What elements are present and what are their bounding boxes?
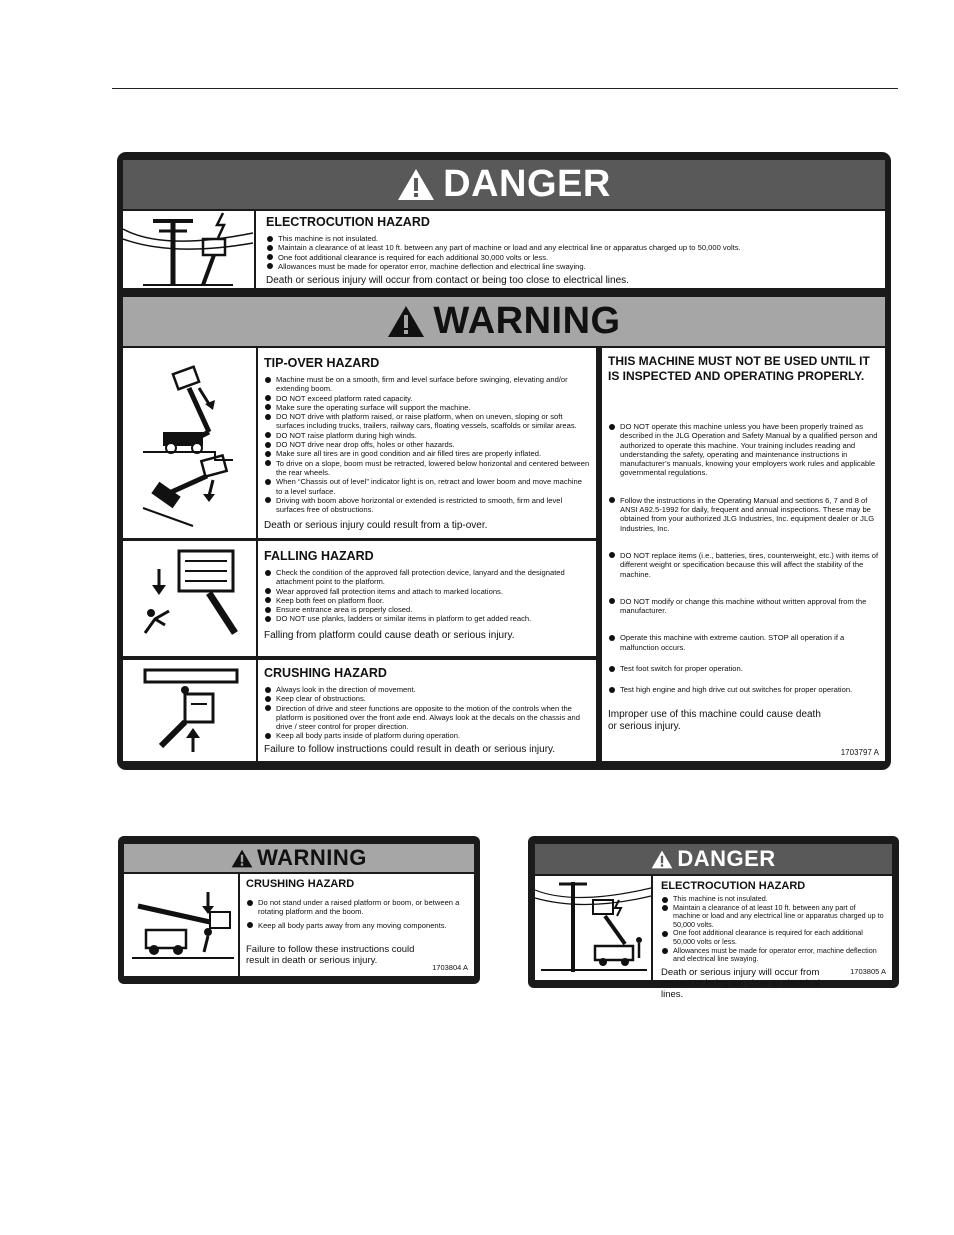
- operating-instructions-panel: [602, 348, 885, 761]
- decal-part-number: 1703797 A: [840, 748, 879, 757]
- electrocution-text-panel: [256, 211, 885, 288]
- small-warning-part-number: 1703804 A: [432, 963, 468, 972]
- falling-text-panel: [258, 541, 596, 656]
- small-danger-title: ELECTROCUTION HAZARD: [661, 880, 806, 892]
- list-item: Check the condition of the approved fall protection device, lanyard and the designated attachment point to the platform.: [264, 568, 590, 587]
- warning-header: [123, 297, 885, 346]
- page-header-rule: [112, 88, 898, 89]
- list-item: This machine is not insulated.: [266, 234, 875, 243]
- list-item: One foot additional clearance is required for each additional 30,000 volts or less.: [266, 253, 875, 262]
- electrocution-pictogram: [123, 211, 254, 288]
- list-item: DO NOT use planks, ladders or similar items in platform to get added reach.: [264, 614, 590, 623]
- crushing-text-panel: [258, 660, 596, 761]
- operating-consequence: Improper use of this machine could cause death or serious injury.: [608, 708, 821, 732]
- list-item: Do not stand under a raised platform or boom, or between a rotating platform and the boom.: [246, 898, 468, 917]
- list-item: Ensure entrance area is properly closed.: [264, 605, 590, 614]
- tipover-bullets: [264, 375, 590, 514]
- small-warning-signal-word: WARNING: [257, 845, 367, 870]
- tipover-title: TIP-OVER HAZARD: [264, 356, 380, 370]
- list-item: DO NOT drive with platform raised, or raise platform, when on uneven, sloping or soft surfaces including trucks, trailers, railway cars, floating vessels, scaffolds or similar areas.: [264, 412, 590, 431]
- electrocution-bullets: [266, 234, 875, 271]
- danger-triangle-icon: [651, 850, 673, 869]
- list-item: When “Chassis out of level” indicator light is on, retract and lower boom and move machine to a level surface.: [264, 477, 590, 496]
- small-warning-bullets: [246, 898, 468, 930]
- list-item: Keep clear of obstructions.: [264, 694, 590, 703]
- list-item: Operate this machine with extreme caution. STOP all operation if a malfunction occurs.: [608, 633, 879, 652]
- falling-pictogram: [123, 541, 256, 656]
- list-item: Follow the instructions in the Operating Manual and sections 6, 7 and 8 of ANSI A92.5-1992 for daily, frequent and annual inspections. These may be obtained from your authorized JLG Industries, Inc. equipment dealer or JLG Industries, Inc.: [608, 496, 879, 533]
- list-item: DO NOT modify or change this machine without written approval from the manufacturer.: [608, 597, 879, 616]
- danger-header: [123, 160, 885, 209]
- danger-triangle-icon: [397, 168, 435, 201]
- small-warning-decal: [118, 836, 480, 984]
- list-item: Driving with boom above horizontal or extended is restricted to smooth, firm and level surfaces free of obstructions.: [264, 496, 590, 515]
- falling-title: FALLING HAZARD: [264, 549, 374, 563]
- operating-heading: THIS MACHINE MUST NOT BE USED UNTIL IT IS INSPECTED AND OPERATING PROPERLY.: [608, 354, 870, 383]
- tipover-text-panel: [258, 348, 596, 538]
- list-item: Machine must be on a smooth, firm and level surface before swinging, elevating and/or extending boom.: [264, 375, 590, 394]
- falling-bullets: [264, 568, 590, 624]
- list-item: Allowances must be made for operator error, machine deflection and electrical line swaying.: [661, 947, 884, 964]
- small-warning-consequence: Failure to follow these instructions could result in death or serious injury.: [246, 943, 415, 966]
- list-item: Test foot switch for proper operation.: [608, 664, 879, 673]
- small-danger-decal: [528, 836, 899, 1000]
- tipover-consequence: Death or serious injury could result from a tip-over.: [264, 520, 488, 532]
- small-danger-text-panel: [653, 876, 892, 1000]
- list-item: This machine is not insulated.: [661, 895, 884, 904]
- list-item: Make sure the operating surface will support the machine.: [264, 403, 590, 412]
- small-warning-header: [124, 844, 474, 872]
- list-item: DO NOT exceed platform rated capacity.: [264, 394, 590, 403]
- small-warning-text-panel: [240, 874, 474, 976]
- list-item: Maintain a clearance of at least 10 ft. between any part of machine or load and any electrical line or apparatus charged up to 50,000 volts.: [266, 243, 875, 252]
- danger-signal-word: DANGER: [443, 163, 611, 205]
- crushing-consequence: Failure to follow instructions could result in death or serious injury.: [264, 743, 556, 755]
- small-danger-signal-word: DANGER: [677, 846, 776, 871]
- list-item: Direction of drive and steer functions are opposite to the motion of the controls when the platform is positioned over the front axle end. Always look at the decals on the chassis and drive / steer control for proper direction.: [264, 704, 590, 732]
- small-danger-header: [535, 844, 892, 874]
- list-item: Test high engine and high drive cut out switches for proper operation.: [608, 685, 879, 694]
- list-item: Keep all body parts inside of platform during operation.: [264, 731, 590, 740]
- small-danger-part-number: 1703805 A: [850, 967, 886, 976]
- small-danger-bullets: [661, 895, 884, 964]
- small-warning-title: CRUSHING HAZARD: [246, 878, 355, 890]
- list-item: Allowances must be made for operator error, machine deflection and electrical line swaying.: [266, 262, 875, 271]
- list-item: DO NOT replace items (i.e., batteries, tires, counterweight, etc.) with items of different weight or specification because this will affect the stability of the machine.: [608, 551, 879, 579]
- small-danger-consequence: Death or serious injury will occur from contact or being too close to electrical lines.: [661, 966, 820, 1000]
- list-item: Keep all body parts away from any moving components.: [246, 921, 468, 930]
- warning-signal-word: WARNING: [433, 300, 621, 342]
- list-item: DO NOT operate this machine unless you have been properly trained as described in the JLG Operation and Safety Manual by a qualified person and authorized to operate this machine. Your training includes reading and understanding the safety, operating and maintenance instructions in manufacturer’s manuals, knowing your employers work rules and applicable governmental regulations.: [608, 422, 879, 478]
- list-item: DO NOT raise platform during high winds.: [264, 431, 590, 440]
- operating-bullets: [608, 422, 879, 695]
- crushing-bullets: [264, 685, 590, 741]
- list-item: Keep both feet on platform floor.: [264, 596, 590, 605]
- list-item: Wear approved fall protection items and attach to marked locations.: [264, 587, 590, 596]
- crushing-title: CRUSHING HAZARD: [264, 666, 387, 680]
- crushing-pictogram: [123, 660, 256, 761]
- boom-crush-pictogram: [124, 874, 238, 976]
- warning-triangle-icon: [231, 849, 253, 868]
- tipover-pictogram: [123, 348, 256, 538]
- falling-consequence: Falling from platform could cause death or serious injury.: [264, 629, 515, 641]
- electrocution-title: ELECTROCUTION HAZARD: [266, 215, 430, 229]
- list-item: Maintain a clearance of at least 10 ft. between any part of machine or load and any electrical line or apparatus charged up to 50,000 volts.: [661, 904, 884, 930]
- list-item: Always look in the direction of movement.: [264, 685, 590, 694]
- list-item: One foot additional clearance is required for each additional 50,000 volts or less.: [661, 929, 884, 946]
- electrocution-consequence: Death or serious injury will occur from contact or being too close to electrical lines.: [266, 275, 629, 287]
- main-safety-decal: [117, 152, 891, 770]
- list-item: Make sure all tires are in good condition and air filled tires are properly inflated.: [264, 449, 590, 458]
- warning-triangle-icon: [387, 305, 425, 338]
- list-item: To drive on a slope, boom must be retracted, lowered below horizontal and centered between the rear wheels.: [264, 459, 590, 478]
- powerline-pictogram: [535, 876, 651, 980]
- list-item: DO NOT drive near drop offs, holes or other hazards.: [264, 440, 590, 449]
